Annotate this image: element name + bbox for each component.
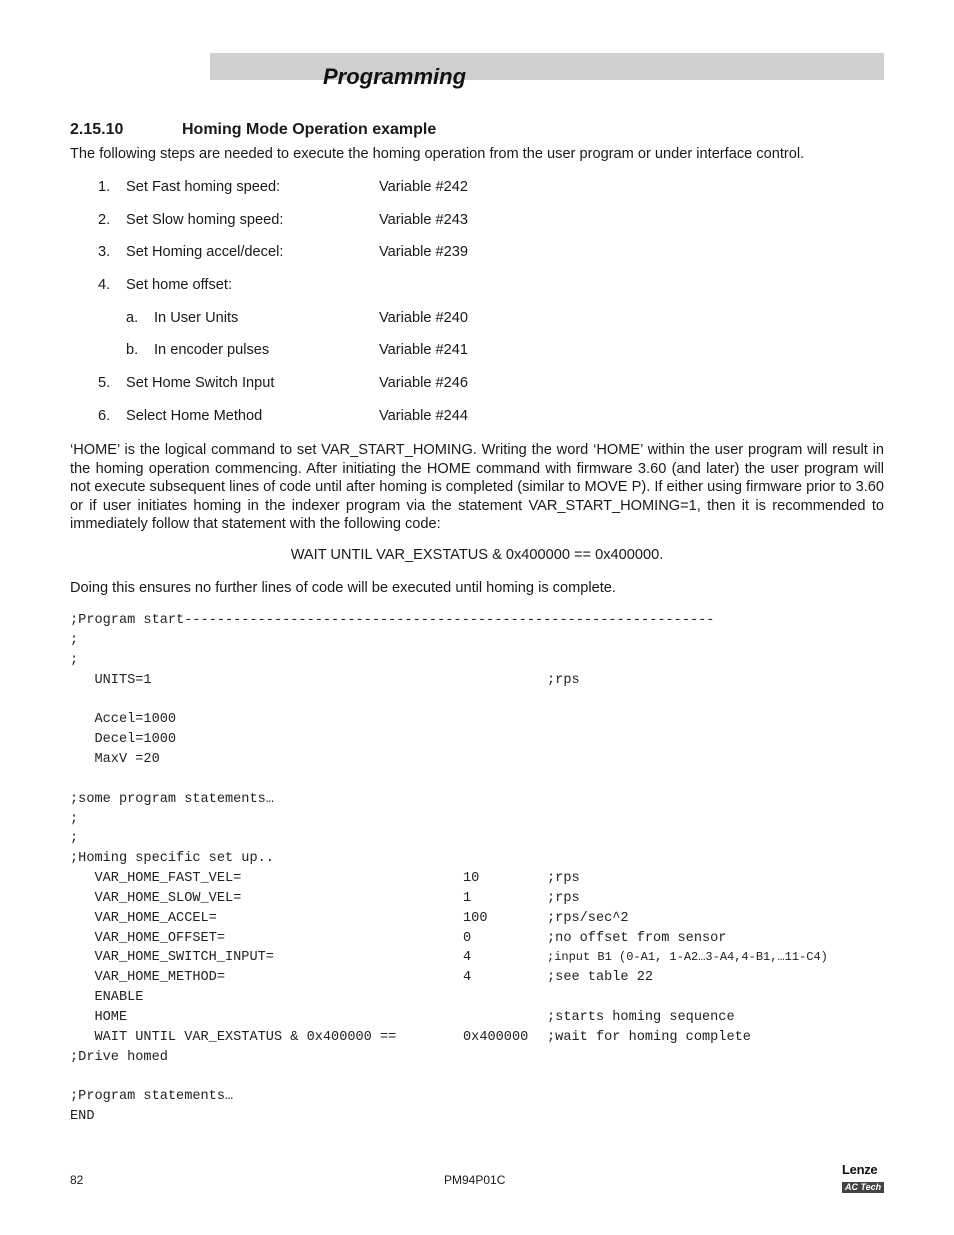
step-variable: Variable #240 [379,310,468,326]
code-text: ;some program statements… [70,791,274,807]
code-text: ; [70,831,79,847]
code-comment: ;rps [547,890,580,906]
code-value: 4 [463,950,472,966]
step-label: Set Slow homing speed: [126,212,284,228]
code-text: VAR_HOME_SLOW_VEL= [70,890,242,906]
code-comment: ;rps/sec^2 [547,910,629,926]
step-number: b. [126,342,139,358]
step-variable: Variable #244 [379,408,468,424]
page-number: 82 [70,1173,84,1187]
code-text: ;Program statements… [70,1089,234,1105]
code-text: ENABLE [70,990,144,1006]
step-label: Select Home Method [126,408,263,424]
step-variable: Variable #242 [379,179,468,195]
wait-statement: WAIT UNTIL VAR_EXSTATUS & 0x400000 == 0x400000. [290,547,664,563]
code-text: VAR_HOME_FAST_VEL= [70,871,242,887]
code-text: MaxV =20 [70,751,160,767]
code-text: WAIT UNTIL VAR_EXSTATUS & 0x400000 == [70,1029,397,1045]
step-number: 4. [98,277,111,293]
code-text: ;Homing specific set up.. [70,851,274,867]
code-comment: ;rps [547,672,580,688]
code-value: 10 [463,871,480,887]
code-comment: ;rps [547,871,580,887]
lenze-logo [842,1163,886,1191]
step-number: 6. [98,408,111,424]
code-value: 1 [463,890,472,906]
code-text: ; [70,811,79,827]
code-value: 0x400000 [463,1029,529,1045]
header-bar [210,53,884,80]
code-text: ; [70,632,79,648]
step-variable: Variable #241 [379,342,468,358]
document-id: PM94P01C [444,1173,506,1187]
logo-sub: AC Tech [842,1182,884,1193]
code-comment: ;wait for homing complete [547,1029,751,1045]
step-label: Set home offset: [126,277,233,293]
code-comment: ;no offset from sensor [547,930,727,946]
code-text: VAR_HOME_OFFSET= [70,930,225,946]
step-label: In User Units [154,310,239,326]
step-variable: Variable #243 [379,212,468,228]
code-text: VAR_HOME_SWITCH_INPUT= [70,950,274,966]
step-variable: Variable #246 [379,375,468,391]
step-label: Set Homing accel/decel: [126,244,284,260]
step-number: 2. [98,212,111,228]
step-number: a. [126,310,139,326]
code-text: UNITS=1 [70,672,152,688]
code-value: 100 [463,910,488,926]
code-text: VAR_HOME_ACCEL= [70,910,217,926]
section-title: Homing Mode Operation example [182,121,437,138]
code-text: Accel=1000 [70,712,177,728]
step-number: 1. [98,179,111,195]
code-text: ;Drive homed [70,1049,168,1065]
step-number: 5. [98,375,111,391]
code-text: Decel=1000 [70,732,177,748]
step-label: Set Home Switch Input [126,375,275,391]
code-comment: ;starts homing sequence [547,1010,735,1025]
step-label: In encoder pulses [154,342,270,358]
step-number: 3. [98,244,111,260]
step-label: Set Fast homing speed: [126,179,281,195]
section-heading [70,121,436,139]
code-text: ; [70,652,79,668]
code-comment: ;input B1 (0-A1, 1-A2…3-A4,4-B1,…11-C4) [547,950,828,965]
step-variable: Variable #239 [379,244,468,260]
note-paragraph: Doing this ensures no further lines of code will be executed until homing is complete. [70,580,616,596]
code-comment: ;see table 22 [547,970,654,986]
code-text: END [70,1109,95,1125]
intro-paragraph: The following steps are needed to execute the homing operation from the user program or under interface control. [70,146,805,162]
page-title: Programming [323,64,467,89]
logo-brand: Lenze [842,1162,878,1177]
body-paragraph: ‘HOME’ is the logical command to set VAR_START_HOMING. Writing the word ‘HOME’ within the user program will result in the homing operation commencing. After initiating the HOME command with firmware 3.60 (and later) the user program will not execute subsequent lines of code until after homing is completed (similar to MOVE P). If either using firmware prior to 3.60 or if user initiates homing in the indexer program via the statement VAR_START_HOMING=1, then it is recommended to immediately follow that statement with the following code: [70,442,884,533]
code-value: 4 [463,970,472,986]
code-value: 0 [463,930,472,946]
code-text: HOME [70,1010,128,1025]
section-number: 2.15.10 [70,121,124,138]
code-text: VAR_HOME_METHOD= [70,970,225,986]
code-text: ;Program start----------------------------------------------------------------- [70,613,715,628]
